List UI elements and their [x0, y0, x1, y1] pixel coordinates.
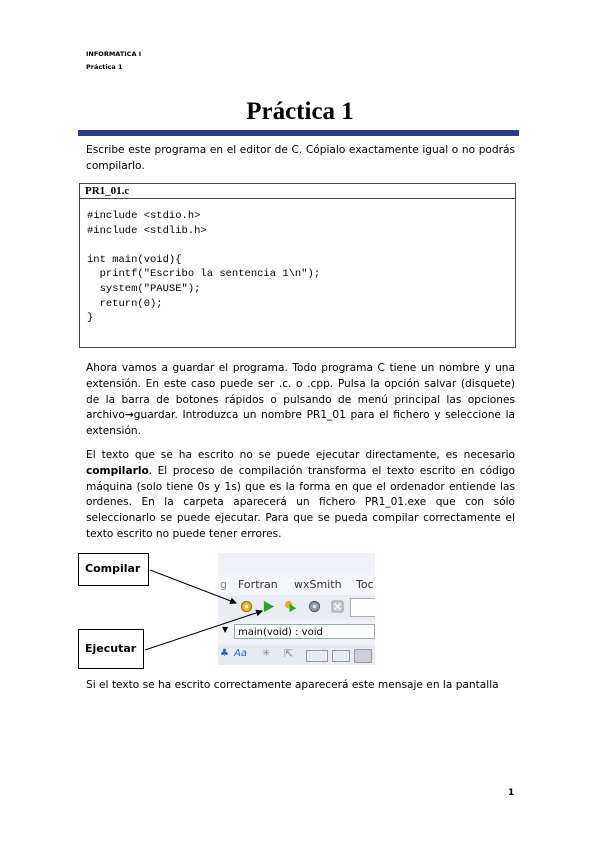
cursor-icon[interactable]: ⇱	[284, 647, 294, 660]
menu-separator: g	[220, 578, 227, 591]
star-icon[interactable]: ✳	[262, 648, 271, 659]
function-select[interactable]: main(void) : void	[234, 624, 375, 639]
practice-name: Práctica 1	[86, 63, 123, 71]
result-paragraph: Si el texto se ha escrito correctamente aparecerá este mensaje en la pantalla	[86, 679, 499, 691]
compile-text-before: El texto que se ha escrito no se puede ejecutar directamente, es necesario	[86, 449, 515, 461]
run-label: Ejecutar	[78, 629, 144, 669]
compile-bold: compilarlo	[86, 464, 149, 477]
text-style-icon[interactable]: Aa	[234, 648, 247, 659]
course-name: INFORMATICA I	[86, 50, 142, 58]
page-title: Práctica 1	[246, 98, 354, 125]
menu-fortran[interactable]: Fortran	[238, 578, 278, 591]
compile-arrow	[150, 570, 236, 603]
run-arrow	[145, 611, 262, 650]
compile-text-after: . El proceso de compilación transforma el texto escrito en código máquina (solo tiene 0s y 1s) que es la forma en que el ordenador entiende las ordenes. En la carpeta aparecerá un fichero PR1_01.exe que con sólo seleccionarlo se puede ejecutar. Para que se pueda compilar correctamente el texto escrito no puede tener errores.	[86, 464, 515, 540]
menu-arrow: →	[124, 409, 134, 422]
compile-label: Compilar	[78, 553, 149, 586]
code-filename: PR1_01.c	[80, 184, 515, 199]
format-icon[interactable]: ♣	[220, 648, 229, 659]
intro-paragraph: Escribe este programa en el editor de C. Cópialo exactamente igual o no podrás compilarlo.	[86, 144, 515, 172]
page-number: 1	[508, 788, 515, 798]
save-text-after: guardar. Introduzca un nombre PR1_01 para el fichero y seleccione la extensión.	[86, 409, 515, 438]
menu-tools[interactable]: Toc	[356, 578, 374, 591]
save-text-before: Ahora vamos a guardar el programa. Todo programa C tiene un nombre y una extensión. En este caso puede ser .c. o .cpp. Pulsa la opción salvar (disquete) de la barra de botones rápidos o pulsando de menú principal las opciones archivo	[86, 362, 515, 422]
dropdown-arrow-icon[interactable]: ▼	[222, 625, 229, 634]
menu-wxsmith[interactable]: wxSmith	[294, 578, 342, 591]
code-source: #include <stdio.h> #include <stdlib.h> int main(void){ printf("Escribo la sentencia 1\n"); system("PAUSE"); return(0); }	[87, 210, 321, 325]
